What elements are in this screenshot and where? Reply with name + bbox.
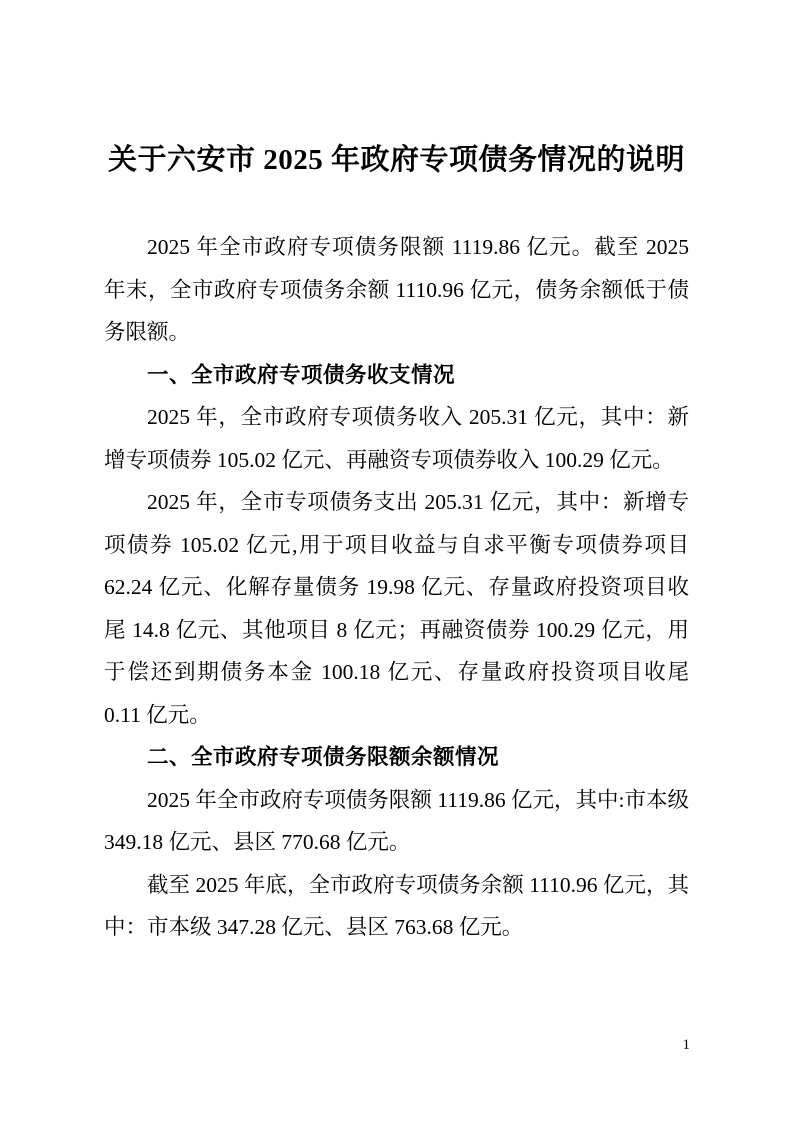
- paragraph-debt-limit: 2025 年全市政府专项债务限额 1119.86 亿元，其中:市本级 349.18 亿元、县区 770.68 亿元。: [104, 787, 689, 854]
- document-title: 关于六安市 2025 年政府专项债务情况的说明: [107, 144, 685, 176]
- paragraph-debt-balance: 截至 2025 年底，全市政府专项债务余额 1110.96 亿元，其中：市本级 347.28 亿元、县区 763.68 亿元。: [104, 872, 689, 939]
- section-2-heading: 二、全市政府专项债务限额余额情况: [147, 745, 500, 769]
- paragraph-debt-revenue: 2025 年，全市政府专项债务收入 205.31 亿元，其中：新增专项债券 105.02 亿元、再融资专项债券收入 100.29 亿元。: [104, 405, 689, 472]
- page-number: 1: [682, 1037, 690, 1053]
- section-1-heading: 一、全市政府专项债务收支情况: [147, 362, 456, 387]
- document-body: [104, 226, 689, 949]
- paragraph-intro: 2025 年全市政府专项债务限额 1119.86 亿元。截至 2025 年末，全市政府专项债务余额 1110.96 亿元，债务余额低于债务限额。: [104, 235, 689, 344]
- paragraph-debt-expenditure: 2025 年，全市专项债务支出 205.31 亿元，其中：新增专项债券 105.02 亿元,用于项目收益与自求平衡专项债券项目 62.24 亿元、化解存量债务 19.98 亿元、存量政府投资项目收尾 14.8 亿元、其他项目 8 亿元；再融资债券 100.29 亿元，用于偿还到期债务本金 100.18 亿元、存量政府投资项目收尾 0.11 亿元。: [104, 490, 689, 727]
